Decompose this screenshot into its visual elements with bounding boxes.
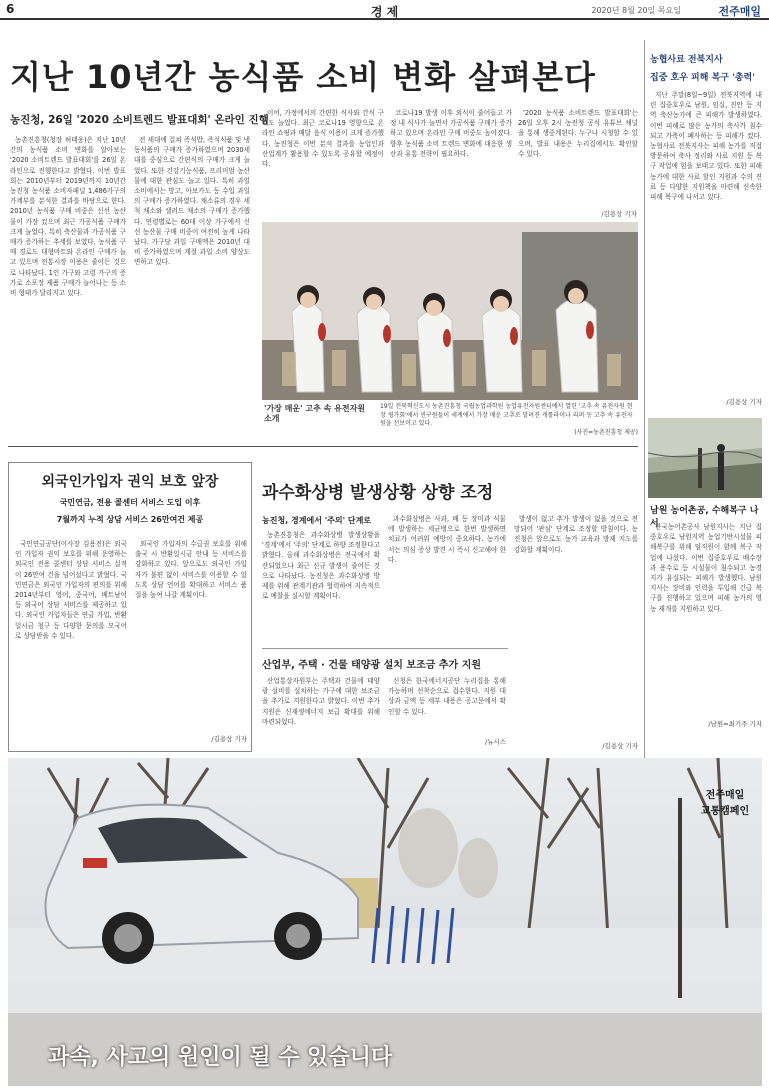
side2-byline: /남원=최기주 기자 xyxy=(708,720,762,728)
photo-caption-title: '가장 매운' 고추 속 유전자원 소개 xyxy=(264,404,366,423)
side2-body: 한국농어촌공사 남원지사는 지난 집중호우로 남원지역 농업기반시설물 피해복구를 위해 임직원이 함께 복구 작업에 나섰다. 이번 집중호우로 배수장과 용수로 등 시설물이 침수되고 농경지가 유실되는 피해가 발생했다. 남원지사는 장비와 인력을 투입해 긴급 복구를 진행하고 있으며 피해 농가의 영농 재개를 지원하고 있다. xyxy=(650,523,762,613)
article3-byline: /뉴시스 xyxy=(484,738,506,746)
flood-repair-photo xyxy=(648,418,762,498)
main-article-column-5: '2020 농식품 소비트렌드 발표대회'는 26일 오후 2시 농진청 공식 유튜브 채널을 통해 생중계된다. 누구나 시청할 수 있으며, 발표 내용은 누리집에서도 확인할 수 있다. xyxy=(518,109,638,158)
box-byline: /김용상 기자 xyxy=(211,735,247,743)
photo-caption-text: 19일 전북혁신도시 농촌진흥청 국립농업과학원 농업유전자원센터에서 열린 '고추 속 유전자원 현장 평가회'에서 연구원들이 세계에서 가장 매운 고추로 알려진 캐롤라이나 리퍼 등 고추 속 유전자원을 선보이고 있다. xyxy=(380,403,633,427)
article3-column-2: 신청은 한국에너지공단 누리집을 통해 가능하며 선착순으로 접수한다. 지원 대상과 금액 등 세부 내용은 공고문에서 확인할 수 있다. xyxy=(388,677,506,716)
side1-title: 농협사료 전북지사 xyxy=(650,55,723,65)
article3-headline: 산업부, 주택 · 건물 태양광 설치 보조금 추가 지원 xyxy=(262,660,481,671)
page-number: 6 xyxy=(6,2,15,16)
page-header xyxy=(0,0,769,20)
box-column-2: 외국인 가입자의 수급권 보호를 위해 출국 시 반환일시금 안내 등 서비스를 강화하고 있다. 앞으로도 외국인 가입자가 불편 없이 서비스를 이용할 수 있도록 상담 언어를 확대하고 서비스 품질을 높여 나갈 계획이다. xyxy=(135,540,247,600)
newspaper-name: 전주매일 xyxy=(718,5,761,18)
box-subhead-2: 7월까지 누적 상담 서비스 26만여건 제공 xyxy=(56,515,204,524)
box-headline: 외국인가입자 권익 보호 앞장 xyxy=(41,474,219,490)
main-article-column-1: 농촌진흥청(청장 허태웅)은 지난 10년간의 농식품 소비 변화를 알아보는 '2020 소비트렌드 발표대회'를 26일 온라인으로 진행한다고 밝혔다. 이번 발표회는 2010년부터 2019년까지 10년간 농진청 농식품 소비자패널 1,486가구의 가계부를 분석한 결과를 바탕으로 한다. 2010년 농식품 구매 비중은 신선 농산물이 가장 컸으며 최근 가공식품 구매가 크게 늘었다. 특히 축산물과 가공식품 구매가 증가하는 추세를 보였다. 농식품 구매 경로도 대형마트와 온라인 구매가 늘고 있으며 전통시장 이용은 줄어든 것으로 나타났다. 1인 가구와 고령 가구의 증가로 소포장 제품 구매가 늘어나는 등 소비 형태가 달라지고 있다. xyxy=(10,136,126,298)
flood-repair-illustration xyxy=(648,418,762,498)
campaign-label: 교통캠페인 xyxy=(700,806,750,817)
article3-divider xyxy=(262,648,508,649)
article2-column-2: 과수화상병은 사과, 배 등 장미과 식물에 발생하는 세균병으로 한번 발생하면 치료가 어려워 예방이 중요하다. 농가에서는 의심 증상 발견 시 즉시 신고해야 한다. xyxy=(388,515,506,564)
issue-date: 2020년 8월 20일 목요일 xyxy=(591,6,681,15)
column-divider xyxy=(644,40,645,810)
campaign-label-paper: 전주매일 xyxy=(705,790,745,801)
researchers-illustration xyxy=(262,222,638,400)
main-article-column-4: 코로나19 발생 이후 외식이 줄어들고 가정 내 식사가 늘면서 가공식품 구매가 증가하고 있으며 온라인 구매 비중도 높아졌다. 향후 농식품 소비 트렌드 변화에 대응한 생산과 유통 전략이 필요하다. xyxy=(390,109,512,158)
article2-column-3: 발생이 없고 추가 발생이 없을 것으로 전망되어 '관심' 단계로 조정할 방침이다. 농진청은 앞으로도 농가 교육과 방제 지도를 강화할 계획이다. xyxy=(514,515,638,554)
article2-subhead: 농진청, 경계에서 '주의' 단계로 xyxy=(262,516,372,525)
researchers-photo xyxy=(262,222,638,400)
side1-subtitle: 집중 호우 피해 복구 '총력' xyxy=(650,73,755,83)
box-column-1: 국민연금공단(이사장 김용진)은 외국인 가입자 권익 보호를 위해 운영하는 외국인 전용 콜센터 상담 서비스 실적이 26만여 건을 넘어섰다고 밝혔다. 국민연금은 외국인 가입자의 편의를 위해 2014년부터 영어, 중국어, 베트남어 등 외국어 상담 서비스를 제공하고 있다. 외국인 가입자들은 연금 가입, 반환일시금 청구 등 다양한 문의를 모국어로 상담받을 수 있다. xyxy=(15,540,127,640)
traffic-campaign-photo xyxy=(8,758,762,1086)
main-article-column-3: 이어, 가정에서의 간편한 식사와 간식 구매도 늘었다. 최근 코로나19 영향으로 온라인 쇼핑과 배달 음식 이용이 크게 증가했다. 농진청은 이번 분석 결과를 농업인과 산업계가 활용할 수 있도록 공유할 예정이다. xyxy=(262,109,384,169)
photo-credit: (사진=농촌진흥청 제공) xyxy=(574,429,638,436)
pension-article-box xyxy=(8,462,252,752)
side1-byline: /김용상 기자 xyxy=(726,398,762,406)
article2-headline: 과수화상병 발생상황 상향 조정 xyxy=(262,483,494,503)
article3-column-1: 산업통상자원부는 주택과 건물에 태양광 설비를 설치하는 가구에 대한 보조금을 추가로 지원한다고 밝혔다. 이번 추가 지원은 신재생에너지 보급 확대를 위해 마련되었다. xyxy=(262,677,380,726)
article2-column-1: 농촌진흥청은 과수화상병 발생상황을 '경계'에서 '주의' 단계로 하향 조정한다고 밝혔다. 올해 과수화상병은 전국에서 확산되었으나 최근 신규 발생이 줄어든 것으로 나타났다. 농진청은 과수화상병 방제를 위해 관계기관과 협력하여 지속적으로 예찰을 실시할 계획이다. xyxy=(262,531,380,601)
main-article-column-2: 전 세대에 걸쳐 즉석밥, 즉석식품 및 냉동식품의 구매가 증가하였으며 2030세대를 중심으로 간편식의 구매가 크게 늘었다. 또한 건강기능식품, 프리미엄 농산물에 대한 관심도 늘고 있다. 특히 과일 소비에서는 망고, 아보카도 등 수입 과일의 구매가 증가하였다. 채소류의 경우 세척 채소와 샐러드 채소의 구매가 증가했다. 연령별로는 60대 이상 가구에서 신선 농산물 구매 비중이 여전히 높게 나타났다. 가구당 과일 구매액은 2010년 대비 증가하였으며 계절 과일 소비 양상도 변하고 있다. xyxy=(134,136,250,267)
main-byline: /김용상 기자 xyxy=(601,210,637,218)
side2-title: 남원 농어촌공, 수해복구 나서 xyxy=(650,506,759,529)
box-subhead-1: 국민연금, 전용 콜센터 서비스 도입 이후 xyxy=(59,498,201,507)
car-accident-illustration xyxy=(8,758,762,1086)
main-subhead: 농진청, 26일 '2020 소비트렌드 발표대회' 온라인 진행 xyxy=(10,114,269,126)
section-title: 경 제 xyxy=(370,5,399,19)
article2-byline: /김용상 기자 xyxy=(602,742,638,750)
side1-body: 지난 주말(8일~9일) 전북지역에 내린 집중호우로 남원, 임실, 진안 등 지역 축산농가에 큰 피해가 발생하였다. 이번 피해로 많은 농가의 축사가 침수되고 가축이 폐사하는 등 피해가 컸다. 농협사료 전북지사는 피해 농가를 직접 방문하여 축사 정리와 사료 지원 등 복구 작업에 힘을 보태고 있다. 또한 피해 농가에 대한 사료 할인 지원과 수의 진료 등 다양한 지원책을 마련해 신속한 피해 복구에 나서고 있다. xyxy=(650,91,762,202)
main-headline: 지난 10년간 농식품 소비 변화 살펴본다 xyxy=(10,58,596,96)
campaign-slogan: 과속, 사고의 원인이 될 수 있습니다 xyxy=(48,1045,393,1070)
section-divider xyxy=(8,446,638,447)
